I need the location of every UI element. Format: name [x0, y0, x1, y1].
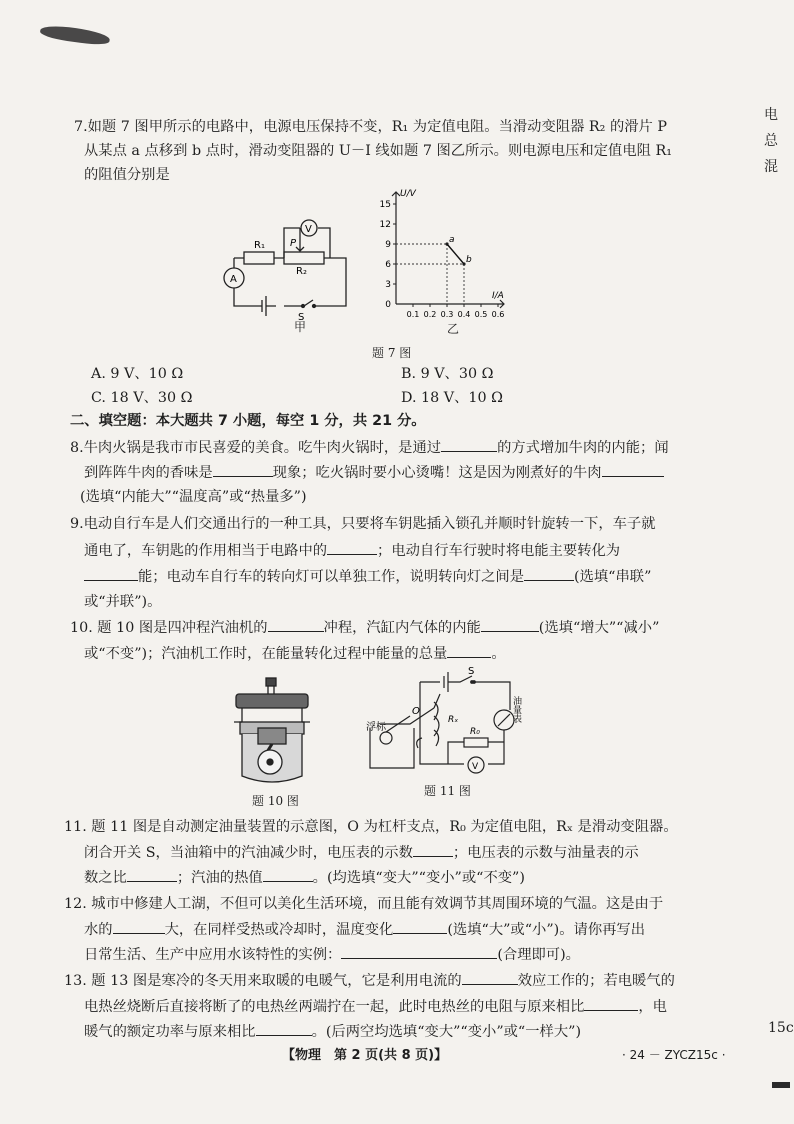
point-label: a [449, 235, 455, 245]
y-tick-label: 3 [385, 280, 391, 290]
voltmeter-label: V [305, 224, 312, 235]
fig7-caption: 题 7 图 [372, 346, 412, 360]
q12-blank-2[interactable] [393, 919, 447, 934]
q13-line-1: 13. 题 13 图是寒冷的冬天用来取暖的电暖气，它是利用电流的 效应工作的；若电暖气的 [64, 970, 675, 991]
fig11-v-label: V [472, 762, 479, 772]
fig11-float-label: 浮标 [366, 722, 386, 733]
footer-page: 【物理 第 2 页(共 8 页)】 [282, 1048, 448, 1063]
fig7-jia-label: 甲 [294, 320, 307, 334]
series-line [447, 244, 464, 264]
fig7-yi-label: 乙 [447, 322, 460, 336]
q10-blank-3[interactable] [447, 643, 491, 658]
q7-line-1: 7.如题 7 图甲所示的电路中，电源电压保持不变，R₁ 为定值电阻。当滑动变阻器 R₂ 的滑片 P [74, 119, 668, 135]
scan-mark [772, 1082, 790, 1088]
point-label: b [466, 255, 472, 265]
q8-blank-2[interactable] [213, 462, 273, 477]
fig11-r0-label: R₀ [470, 727, 480, 737]
option-a[interactable]: A. 9 V、10 Ω [91, 366, 184, 382]
q11-blank-1[interactable] [413, 842, 453, 857]
y-tick-label: 6 [385, 260, 391, 270]
q13-blank-2[interactable] [584, 996, 638, 1011]
q12-line-3: 日常生活、生产中应用水该特性的实例： (合理即可)。 [84, 944, 580, 965]
graph-ylabel: U/V [400, 189, 416, 199]
margin-fragment-1: 电 [764, 107, 778, 123]
q10-line-1: 10. 题 10 图是四冲程汽油机的 冲程，汽缸内气体的内能 (选填“增大”“减小” [70, 617, 659, 638]
option-c[interactable]: C. 18 V、30 Ω [91, 390, 193, 406]
fig7-circuit [214, 210, 364, 330]
q8-blank-1[interactable] [441, 437, 497, 452]
q8-line-2: 到阵阵牛肉的香味是 现象；吃火锅时要小心烫嘴！这是因为刚煮好的牛肉 [84, 462, 664, 483]
x-tick-label: 0.3 [440, 310, 454, 319]
r2-label: R₂ [296, 266, 307, 277]
r1-label: R₁ [254, 240, 265, 251]
q12-blank-1[interactable] [113, 919, 165, 934]
q7-line-2: 从某点 a 点移到 b 点时，滑动变阻器的 U－I 线如题 7 图乙所示。则电源电压和定值电阻 R₁ [84, 143, 672, 159]
x-tick-label: 0.4 [457, 310, 471, 319]
q7-line-3: 的阻值分别是 [84, 167, 170, 183]
margin-fragment-3: 混 [764, 159, 778, 175]
q13-line-3: 暖气的额定功率与原来相比 。(后两空均选填“变大”“变小”或“一样大”) [84, 1021, 581, 1042]
p-label: P [290, 238, 297, 249]
graph-xlabel: I/A [492, 291, 504, 301]
q10-blank-2[interactable] [481, 617, 539, 632]
y-tick-label: 12 [379, 220, 391, 230]
q12-line-2: 水的 大，在同样受热或冷却时，温度变化 (选填“大”或“小”)。请你再写出 [84, 919, 645, 940]
fig11-circuit [360, 664, 530, 784]
q9-line-3: 能；电动车自行车的转向灯可以单独工作，说明转向灯之间是 (选填“串联” [84, 566, 651, 587]
margin-code: 15c [768, 1020, 794, 1036]
q9-blank-2[interactable] [84, 566, 138, 581]
q8-line-1: 8.牛肉火锅是我市市民喜爱的美食。吃牛肉火锅时，是通过 的方式增加牛肉的内能；闻 [70, 437, 669, 458]
q8-blank-3[interactable] [602, 462, 664, 477]
q11-blank-3[interactable] [263, 867, 313, 882]
fig10-engine [232, 676, 312, 788]
q13-blank-1[interactable] [462, 970, 518, 985]
q10-line-2: 或“不变”)；汽油机工作时，在能量转化过程中能量的总量 。 [84, 643, 506, 664]
q10-blank-1[interactable] [268, 617, 324, 632]
x-tick-label: 0.5 [474, 310, 488, 319]
q9-line-4: 或“并联”)。 [84, 594, 162, 610]
q9-line-1: 9.电动自行车是人们交通出行的一种工具，只要将车钥匙插入锁孔并顺时针旋转一下，车子就 [70, 516, 656, 532]
scan-shadow [39, 23, 110, 47]
switch-label: S [298, 312, 305, 323]
q11-line-1: 11. 题 11 图是自动测定油量装置的示意图，O 为杠杆支点，R₀ 为定值电阻，Rₓ 是滑动变阻器。 [64, 819, 678, 835]
fig11-s-label: S [468, 666, 475, 677]
x-tick-label: 0.6 [491, 310, 505, 319]
q9-blank-1[interactable] [327, 540, 377, 555]
section-2-heading: 二、填空题：本大题共 7 小题，每空 1 分，共 21 分。 [70, 413, 426, 429]
option-d[interactable]: D. 18 V、10 Ω [401, 390, 503, 406]
q11-line-2: 闭合开关 S，当油箱中的汽油减少时，电压表的示数 ；电压表的示数与油量表的示 [84, 842, 639, 863]
y-tick-label: 15 [379, 200, 391, 210]
q11-blank-2[interactable] [127, 867, 177, 882]
ammeter-label: A [230, 274, 237, 285]
fig11-meter-label: 油量表 [511, 696, 521, 723]
x-tick-label: 0.1 [406, 310, 420, 319]
fig7-graph [372, 186, 512, 330]
y-tick-label: 0 [385, 300, 391, 310]
q9-line-2: 通电了，车钥匙的作用相当于电路中的 ；电动自行车行驶时将电能主要转化为 [84, 540, 620, 561]
fig11-o-label: O [412, 706, 420, 717]
x-tick-label: 0.2 [423, 310, 437, 319]
q12-blank-3[interactable] [341, 944, 497, 959]
q9-blank-3[interactable] [524, 566, 574, 581]
q8-line-3: (选填“内能大”“温度高”或“热量多”) [80, 489, 307, 505]
q12-line-1: 12. 城市中修建人工湖，不但可以美化生活环境，而且能有效调节其周围环境的气温。这是由于 [64, 896, 664, 912]
margin-fragment-2: 总 [764, 133, 778, 149]
footer-code: · 24 － ZYCZ15c · [622, 1048, 726, 1062]
fig11-caption: 题 11 图 [424, 784, 471, 798]
q13-line-2: 电热丝烧断后直接将断了的电热丝两端拧在一起，此时电热丝的电阻与原来相比 ，电 [84, 996, 667, 1017]
q11-line-3: 数之比 ；汽油的热值 。(均选填“变大”“变小”或“不变”) [84, 867, 525, 888]
y-tick-label: 9 [385, 240, 391, 250]
q13-blank-3[interactable] [256, 1021, 312, 1036]
fig11-rx-label: Rₓ [448, 715, 459, 725]
fig10-caption: 题 10 图 [252, 794, 299, 808]
option-b[interactable]: B. 9 V、30 Ω [401, 366, 494, 382]
